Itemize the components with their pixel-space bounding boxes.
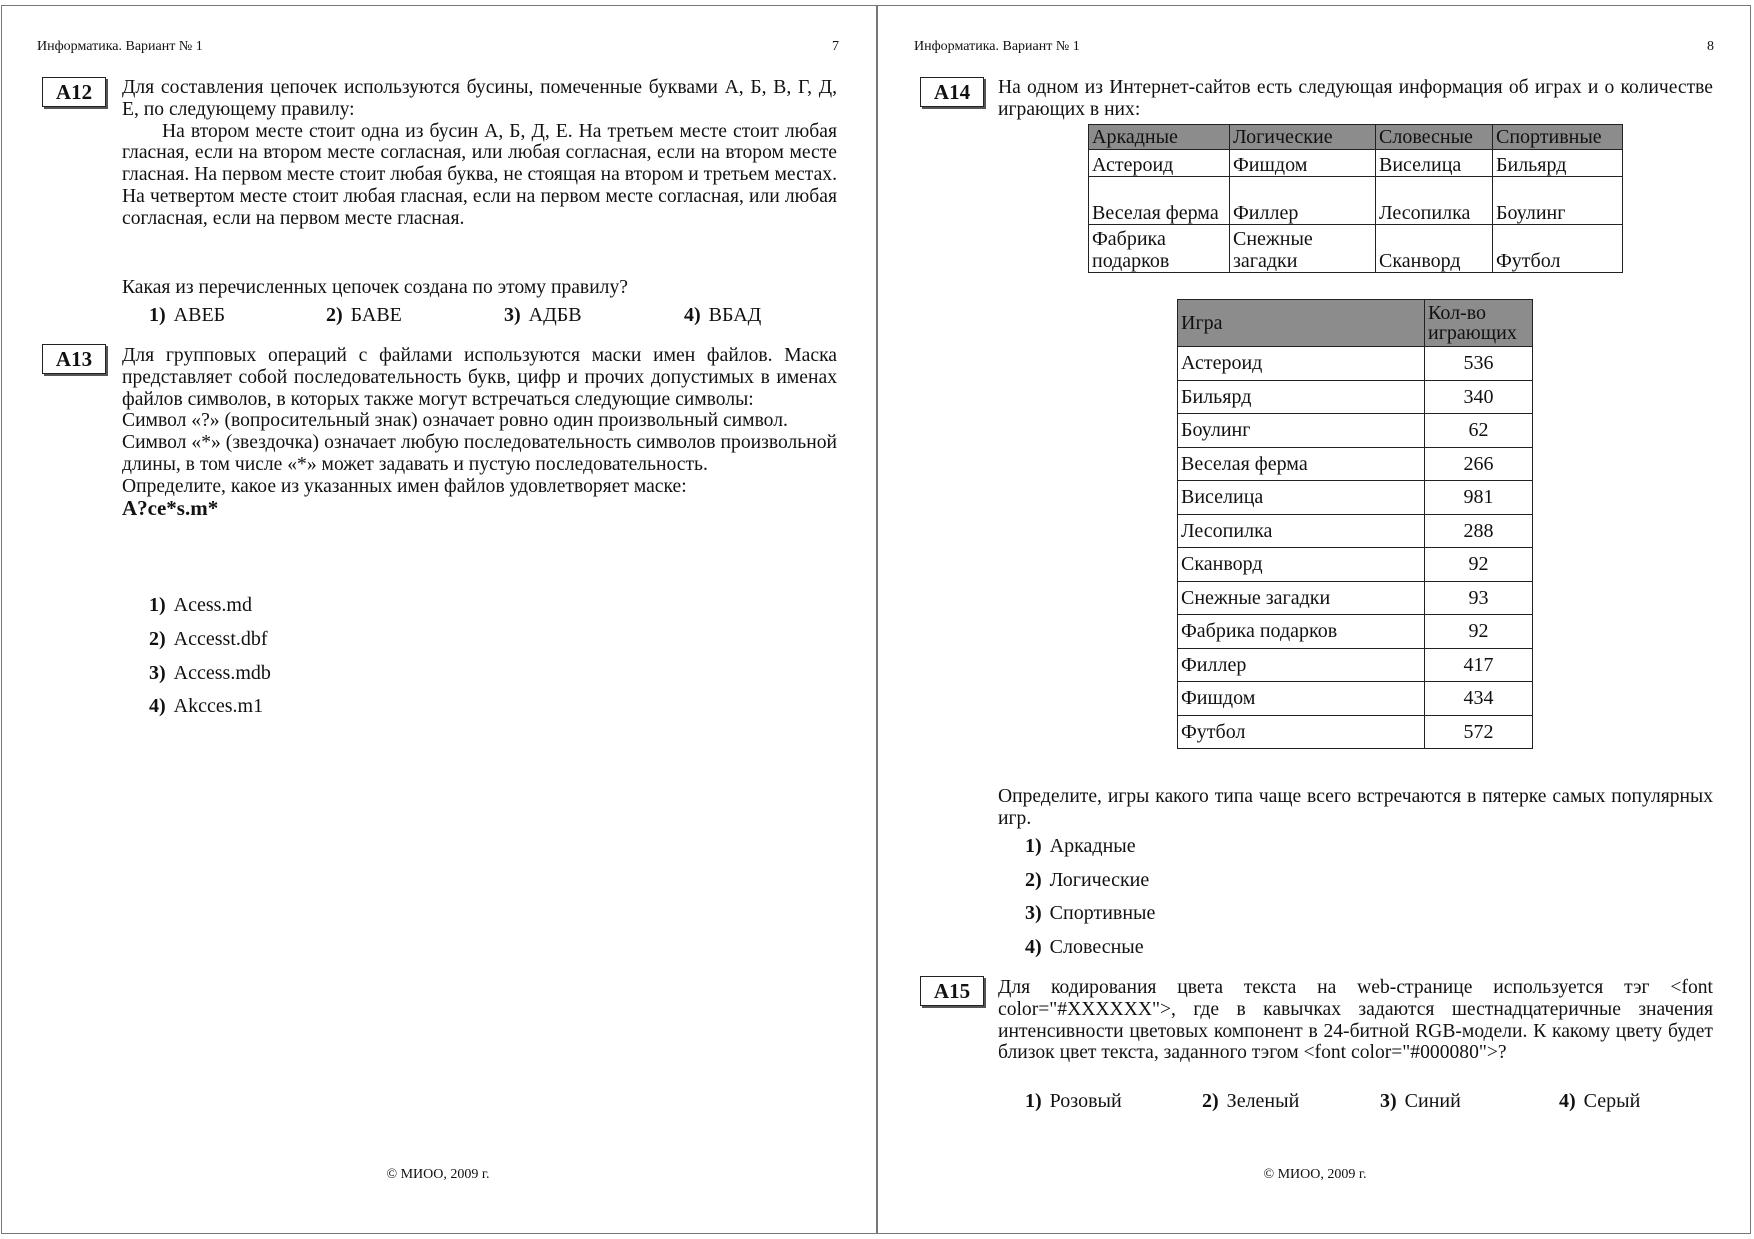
column-header-players: Кол-во играющих — [1425, 300, 1533, 347]
table-cell: Боулинг — [1493, 177, 1623, 225]
table-row — [1089, 150, 1623, 177]
table-row — [1089, 177, 1623, 225]
player-count-cell: 288 — [1425, 514, 1533, 548]
question-label-a14: A14 — [920, 77, 984, 107]
player-count-cell: 572 — [1425, 715, 1533, 749]
option-number: 1) — [149, 304, 166, 326]
table-cell: Футбол — [1493, 225, 1623, 273]
option-number: 3) — [504, 304, 521, 326]
a14-option-3[interactable] — [1025, 902, 1155, 925]
option-text: Accesst.dbf — [173, 628, 268, 650]
question-label-a15: A15 — [920, 976, 984, 1006]
a14-option-1[interactable] — [1025, 835, 1136, 858]
a13-p2: Символ «?» (вопросительный знак) означает ровно один произвольный символ. — [122, 410, 788, 432]
page-divider — [876, 5, 878, 1234]
player-count-cell: 92 — [1425, 615, 1533, 649]
a13-option-3[interactable] — [149, 662, 271, 685]
table-cell: Снежные загадки — [1230, 225, 1376, 273]
right-page-number: 8 — [1707, 39, 1714, 54]
right-page-header: Информатика. Вариант № 1 — [914, 39, 1080, 54]
table-row — [1178, 548, 1533, 582]
option-text: Аркадные — [1049, 835, 1136, 857]
option-text: Спортивные — [1049, 902, 1156, 924]
option-text: Логические — [1049, 869, 1150, 891]
a12-intro: Для составления цепочек используются бусины, помеченные буквами А, Б, В, Г, Д, Е, по следующему правилу: — [122, 77, 837, 120]
option-number: 2) — [149, 628, 166, 650]
left-page-footer: © МИОО, 2009 г. — [386, 1167, 490, 1182]
player-count-cell: 62 — [1425, 414, 1533, 448]
option-text: Acess.md — [173, 594, 252, 616]
option-number: 1) — [149, 594, 166, 616]
table-row — [1178, 581, 1533, 615]
game-name-cell: Астероид — [1178, 347, 1425, 381]
option-number: 3) — [1380, 1090, 1397, 1112]
option-number: 1) — [1025, 835, 1042, 857]
game-name-cell: Виселица — [1178, 481, 1425, 515]
option-text: Зеленый — [1226, 1090, 1300, 1112]
column-header: Словесные — [1376, 125, 1493, 150]
player-count-cell: 266 — [1425, 447, 1533, 481]
option-text: АВЕБ — [173, 304, 226, 326]
game-name-cell: Бильярд — [1178, 380, 1425, 414]
game-categories-table — [1088, 124, 1623, 273]
a13-mask: A?ce*s.m* — [122, 495, 219, 520]
a12-option-2[interactable] — [326, 304, 402, 327]
game-name-cell: Боулинг — [1178, 414, 1425, 448]
a14-option-2[interactable] — [1025, 869, 1149, 892]
option-number: 2) — [1025, 869, 1042, 891]
a15-option-4[interactable] — [1559, 1090, 1640, 1113]
column-header: Спортивные — [1493, 125, 1623, 150]
option-text: Akcces.m1 — [173, 695, 264, 717]
option-text: Словесные — [1049, 936, 1144, 958]
a13-option-2[interactable] — [149, 628, 268, 651]
table-row — [1178, 447, 1533, 481]
game-name-cell: Веселая ферма — [1178, 447, 1425, 481]
option-number: 2) — [1202, 1090, 1219, 1112]
a12-question: Какая из перечисленных цепочек создана по этому правилу? — [122, 277, 628, 298]
a15-option-3[interactable] — [1380, 1090, 1461, 1113]
option-number: 4) — [1025, 936, 1042, 958]
option-text: Синий — [1404, 1090, 1461, 1112]
a13-p4: Определите, какое из указанных имен файлов удовлетворяет маске: — [122, 475, 687, 497]
player-count-cell: 417 — [1425, 648, 1533, 682]
game-name-cell: Сканворд — [1178, 548, 1425, 582]
table-header-row — [1178, 300, 1533, 347]
option-number: 3) — [1025, 902, 1042, 924]
table-row — [1178, 380, 1533, 414]
right-page-footer: © МИОО, 2009 г. — [1263, 1167, 1367, 1182]
option-text: Розовый — [1049, 1090, 1122, 1112]
table-cell: Веселая ферма — [1089, 177, 1230, 225]
a12-option-3[interactable] — [504, 304, 582, 327]
table-row — [1178, 715, 1533, 749]
a12-rule: На втором месте стоит одна из бусин А, Б, Д, Е. На третьем месте стоит любая гласная, если на втором месте согласная, или любая согласная, если на втором месте гласная. На первом месте стоит любая буква, не стоящая на втором и третьем местах. На четвертом месте стоит любая гласная, если на первом месте согласная, или любая согласная, если на первом месте гласная. — [122, 120, 837, 229]
table-cell: Сканворд — [1376, 225, 1493, 273]
table-cell: Филлер — [1230, 177, 1376, 225]
a13-p1: Для групповых операций с файлами используются маски имен файлов. Маска представляет собой последовательность букв, цифр и прочих допустимых в именах файлов символов, в которых также могут встречаться следующие символы: — [122, 345, 837, 410]
option-number: 4) — [149, 695, 166, 717]
player-count-cell: 93 — [1425, 581, 1533, 615]
table-cell: Фишдом — [1230, 150, 1376, 177]
left-page-header: Информатика. Вариант № 1 — [37, 39, 203, 54]
player-count-cell: 536 — [1425, 347, 1533, 381]
option-number: 4) — [684, 304, 701, 326]
a12-option-4[interactable] — [684, 304, 761, 327]
a13-option-1[interactable] — [149, 594, 252, 617]
game-name-cell: Снежные загадки — [1178, 581, 1425, 615]
option-number: 2) — [326, 304, 343, 326]
player-count-cell: 340 — [1425, 380, 1533, 414]
question-label-a12: A12 — [42, 77, 106, 107]
table-cell: Виселица — [1376, 150, 1493, 177]
option-text: Access.mdb — [173, 662, 271, 684]
a15-option-1[interactable] — [1025, 1090, 1122, 1113]
a13-option-4[interactable] — [149, 695, 263, 718]
option-text: БАВЕ — [350, 304, 402, 326]
option-text: ВБАД — [708, 304, 762, 326]
a15-text: Для кодирования цвета текста на web-странице используется тэг <font color="#XXXXXX">, где в кавычках задаются шестнадцатеричные значения интенсивности цветовых компонент в 24-битной RGB-модели. К какому цвету будет близок цвет текста, заданного тэгом <font color="#000080">? — [998, 977, 1713, 1064]
table-row — [1089, 225, 1623, 273]
game-name-cell: Филлер — [1178, 648, 1425, 682]
table-row — [1178, 347, 1533, 381]
column-header: Аркадные — [1089, 125, 1230, 150]
left-page-number: 7 — [832, 39, 839, 54]
question-label-a13: A13 — [42, 344, 106, 374]
table-cell: Фабрика подарков — [1089, 225, 1230, 273]
game-name-cell: Фабрика подарков — [1178, 615, 1425, 649]
table-row — [1178, 514, 1533, 548]
a15-option-2[interactable] — [1202, 1090, 1299, 1113]
question-a12-text — [122, 77, 837, 230]
table-row — [1178, 414, 1533, 448]
option-text: АДБВ — [528, 304, 582, 326]
a14-question: Определите, игры какого типа чаще всего встречаются в пятерке самых популярных игр. — [998, 786, 1713, 829]
player-count-cell: 92 — [1425, 548, 1533, 582]
table-cell: Астероид — [1089, 150, 1230, 177]
option-text: Серый — [1583, 1090, 1641, 1112]
players-table — [1177, 299, 1533, 749]
game-name-cell: Лесопилка — [1178, 514, 1425, 548]
question-a13-text — [122, 345, 837, 519]
table-header-row — [1089, 125, 1623, 150]
player-count-cell: 434 — [1425, 682, 1533, 716]
column-header: Логические — [1230, 125, 1376, 150]
a14-option-4[interactable] — [1025, 936, 1144, 959]
a12-option-1[interactable] — [149, 304, 225, 327]
player-count-cell: 981 — [1425, 481, 1533, 515]
table-row — [1178, 648, 1533, 682]
table-row — [1178, 615, 1533, 649]
option-number: 1) — [1025, 1090, 1042, 1112]
a14-intro: На одном из Интернет-сайтов есть следующая информация об играх и о количестве играющих в них: — [998, 77, 1713, 120]
option-number: 3) — [149, 662, 166, 684]
game-name-cell: Футбол — [1178, 715, 1425, 749]
option-number: 4) — [1559, 1090, 1576, 1112]
a13-p3: Символ «*» (звездочка) означает любую последовательность символов произвольной длины, в том числе «*» может задавать и пустую последовательность. — [122, 432, 837, 475]
game-name-cell: Фишдом — [1178, 682, 1425, 716]
table-row — [1178, 682, 1533, 716]
column-header-game: Игра — [1178, 300, 1425, 347]
table-cell: Бильярд — [1493, 150, 1623, 177]
table-cell: Лесопилка — [1376, 177, 1493, 225]
table-row — [1178, 481, 1533, 515]
